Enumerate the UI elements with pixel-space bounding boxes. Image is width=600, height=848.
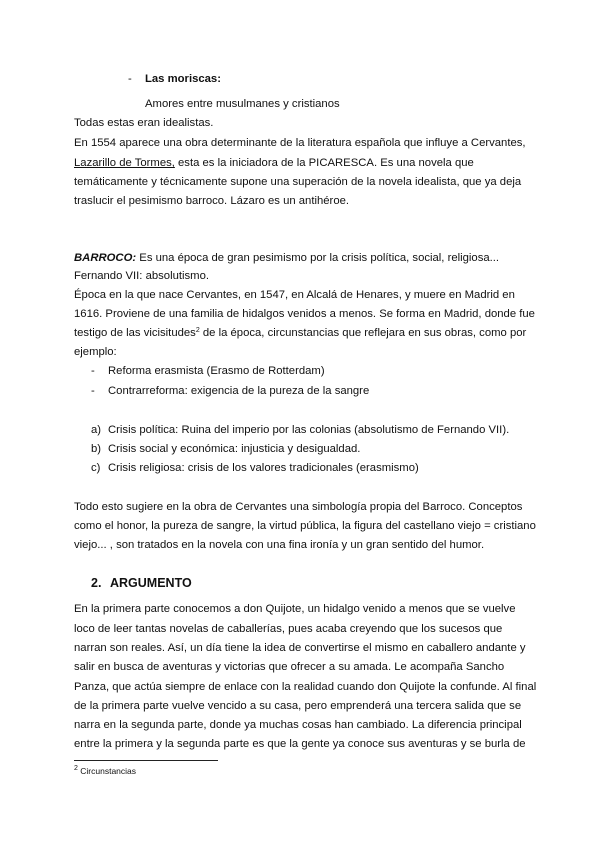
intro-line: temáticamente y técnicamente supone una superación de la novela idealista, que ya deja bbox=[74, 176, 522, 188]
footnote bbox=[74, 766, 136, 777]
list-item: Crisis social y económica: injusticia y desigualdad. bbox=[108, 443, 361, 455]
dash-item: Reforma erasmista (Erasmo de Rotterdam) bbox=[108, 365, 325, 377]
footnote-mark: 2 bbox=[74, 765, 78, 772]
intro-line: En 1554 aparece una obra determinante de la literatura española que influye a Cervantes, bbox=[74, 137, 526, 149]
barroco-line: Época en la que nace Cervantes, en 1547, en Alcalá de Henares, y muere en Madrid en bbox=[74, 289, 515, 301]
argumento-line: En la primera parte conocemos a don Quijote, un hidalgo venido a menos que se vuelve bbox=[74, 603, 516, 615]
argumento-line: entre la primera y la segunda parte es que la gente ya conoce sus aventuras y se burla de bbox=[74, 738, 526, 750]
barroco-label: BARROCO: bbox=[74, 252, 137, 264]
bullet-title: Las moriscas: bbox=[145, 73, 221, 85]
footnote-text: Circunstancias bbox=[80, 766, 137, 776]
argumento-line: salir en busca de aventuras y victorias que ofrecer a su amada. Le acompaña Sancho bbox=[74, 661, 505, 673]
list-letter: b) bbox=[91, 443, 102, 455]
lazarillo-title: Lazarillo de Tormes, bbox=[74, 157, 175, 169]
closing-line: Todo esto sugiere en la obra de Cervantes una simbología propia del Barroco. Conceptos bbox=[74, 501, 523, 513]
argumento-line: narra en la segunda parte, donde ya muchas cosas han cambiado. La diferencia principal bbox=[74, 719, 522, 731]
section-number: 2. bbox=[91, 576, 102, 590]
text-segment: testigo de las vicisitudes bbox=[74, 327, 196, 339]
barroco-line: Fernando VII: absolutismo. bbox=[74, 270, 210, 282]
footnote-reference[interactable]: 2 bbox=[195, 327, 200, 334]
footnote-divider bbox=[74, 760, 218, 761]
list-item: Crisis religiosa: crisis de los valores tradicionales (erasmismo) bbox=[108, 462, 419, 474]
bullet-text: Amores entre musulmanes y cristianos bbox=[145, 98, 340, 110]
list-item: Crisis política: Ruina del imperio por las colonias (absolutismo de Fernando VII). bbox=[108, 424, 510, 436]
intro-line: Todas estas eran idealistas. bbox=[74, 117, 214, 129]
argumento-line: Panza, que actúa siempre de enlace con la realidad cuando don Quijote la confunde. Al final bbox=[74, 681, 537, 693]
dash-marker: - bbox=[91, 385, 95, 397]
section-title: ARGUMENTO bbox=[110, 576, 192, 590]
argumento-line: loco de leer tantas novelas de caballerías, pues acaba creyendo que los sucesos que bbox=[74, 623, 503, 635]
barroco-line-rest: Es una época de gran pesimismo por la crisis política, social, religiosa... bbox=[136, 252, 500, 264]
list-letter: c) bbox=[91, 462, 101, 474]
barroco-line: 1616. Proviene de una familia de hidalgos venidos a menos. Se forma en Madrid, donde fue bbox=[74, 308, 535, 320]
intro-line-rest: esta es la iniciadora de la PICARESCA. Es una novela que bbox=[174, 157, 474, 169]
text-segment: de la época, circunstancias que reflejara en sus obras, como por bbox=[199, 327, 527, 339]
dash-marker: - bbox=[91, 365, 95, 377]
barroco-first-line bbox=[74, 251, 499, 265]
bullet-marker: - bbox=[128, 73, 132, 85]
closing-line: viejo... , son tratados en la novela con una fina ironía y un gran sentido del humor. bbox=[74, 539, 485, 551]
intro-line: traslucir el pesimismo barroco. Lázaro es un antihéroe. bbox=[74, 195, 350, 207]
intro-lazarillo-line bbox=[74, 156, 474, 170]
argumento-line: narran son reales. Así, un día tiene la idea de convertirse el mismo en caballero andante y bbox=[74, 642, 526, 654]
dash-item: Contrarreforma: exigencia de la pureza de la sangre bbox=[108, 385, 370, 397]
list-letter: a) bbox=[91, 424, 102, 436]
closing-line: como el honor, la pureza de sangre, la virtud pública, la figura del castellano viejo = cristiano bbox=[74, 520, 536, 532]
argumento-line: de la primera parte vuelve vencido a su casa, pero emprenderá una tercera salida que se bbox=[74, 700, 522, 712]
barroco-footnote-line bbox=[74, 326, 526, 340]
barroco-line: ejemplo: bbox=[74, 346, 117, 358]
